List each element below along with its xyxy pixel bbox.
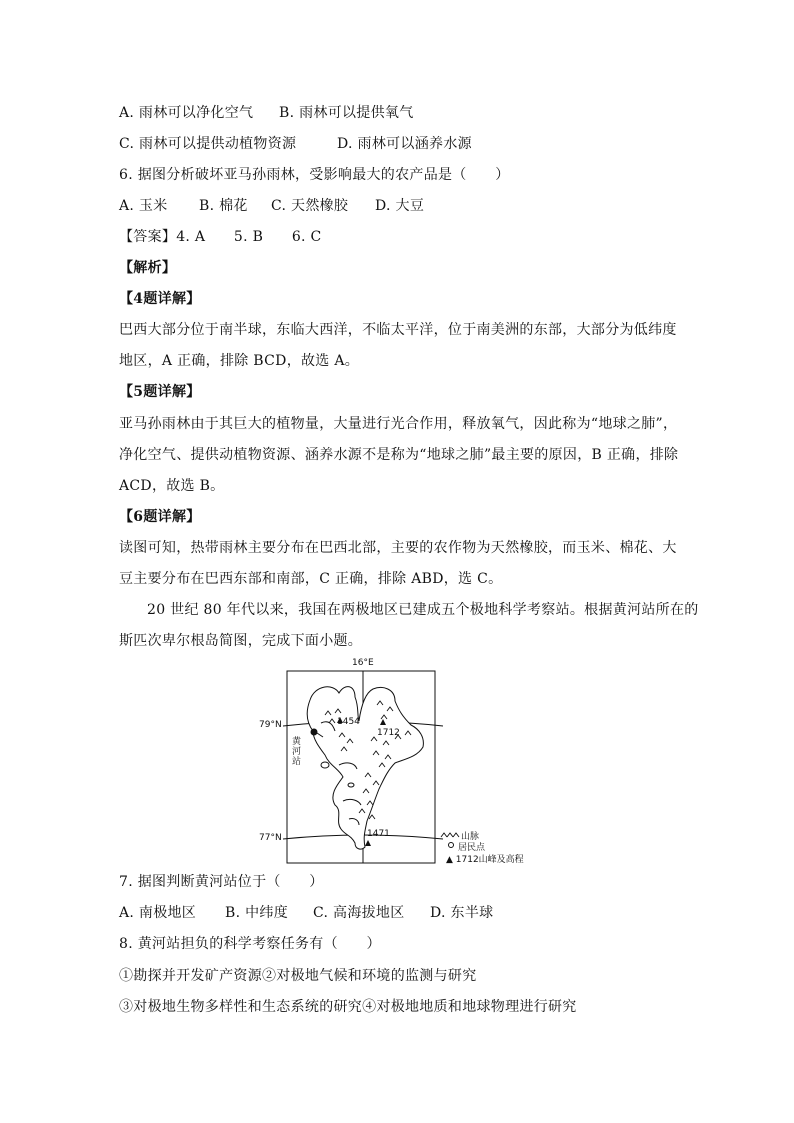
q7-stem: 7. 据图判断黄河站位于（ ）	[119, 874, 324, 890]
latitude-79-label: 79°N	[259, 720, 282, 730]
q8-item-2: ③对极地生物多样性和生态系统的研究④对极地地质和地球物理进行研究	[119, 999, 577, 1015]
station-marker	[311, 729, 318, 736]
q5-option-d: D. 雨林可以涵养水源	[337, 136, 472, 152]
legend-settlement-label: 居民点	[458, 843, 486, 853]
q5-detail-text-1: 亚马孙雨林由于其巨大的植物量，大量进行光合作用，释放氧气，因此称为“地球之肺”，	[119, 416, 678, 432]
latitude-77-label: 77°N	[259, 833, 282, 843]
q6-option-b: B. 棉花	[199, 198, 248, 214]
longitude-label: 16°E	[352, 658, 374, 668]
q5-options-row-1	[119, 103, 414, 123]
legend-mountain-label: 山脉	[461, 832, 480, 842]
spitsbergen-map	[255, 655, 545, 870]
q6-stem: 6. 据图分析破坏亚马孙雨林，受影响最大的农产品是（ ）	[119, 167, 510, 183]
q5-options-row-2	[119, 134, 472, 154]
q7-option-b: B. 中纬度	[225, 905, 288, 921]
answer-line: 【答案】4. A 5. B 6. C	[119, 229, 322, 245]
q4-detail-heading: 【4题详解】	[119, 291, 201, 307]
q4-detail-text-1: 巴西大部分位于南半球，东临大西洋，不临太平洋，位于南美洲的东部，大部分为低纬度	[119, 322, 677, 338]
q5-option-b: B. 雨林可以提供氧气	[279, 105, 414, 121]
legend-settlement-symbol	[449, 843, 454, 848]
q7-option-a: A. 南极地区	[119, 905, 197, 921]
q7-option-c: C. 高海拔地区	[313, 905, 405, 921]
q7-options	[119, 903, 493, 923]
q5-option-c: C. 雨林可以提供动植物资源	[119, 136, 297, 152]
q8-item-1: ①勘探并开发矿产资源②对极地气候和环境的监测与研究	[119, 968, 477, 984]
intro-text-2: 斯匹次卑尔根岛简图，完成下面小题。	[119, 633, 363, 649]
peak-1712-label: 1712	[377, 728, 400, 738]
q8-stem: 8. 黄河站担负的科学考察任务有（ ）	[119, 936, 381, 952]
legend-mountain-symbol	[441, 833, 459, 837]
q6-detail-text-2: 豆主要分布在巴西东部和南部，C 正确，排除 ABD，选 C。	[119, 571, 503, 587]
q5-detail-text-2: 净化空气、提供动植物资源、涵养水源不是称为“地球之肺”最主要的原因，B 正确，排除	[119, 447, 679, 463]
q5-detail-text-3: ACD，故选 B。	[119, 478, 225, 494]
q6-detail-heading: 【6题详解】	[119, 509, 201, 525]
station-label: 黄河站	[292, 737, 302, 767]
intro-text-1: 20 世纪 80 年代以来，我国在两极地区已建成五个极地科学考察站。根据黄河站所在的	[147, 602, 699, 618]
analysis-heading: 【解析】	[119, 260, 177, 276]
peak-1454-label: 1454	[337, 717, 360, 727]
q6-detail-text-1: 读图可知，热带雨林主要分布在巴西北部，主要的农作物为天然橡胶，而玉米、棉花、大	[119, 540, 677, 556]
q7-option-d: D. 东半球	[430, 905, 494, 921]
legend-peak-label: ▲ 1712山峰及高程	[446, 855, 524, 865]
peak-1471-marker	[365, 840, 371, 846]
q5-option-a: A. 雨林可以净化空气	[119, 105, 254, 121]
q6-options	[119, 196, 424, 216]
q6-option-d: D. 大豆	[375, 198, 425, 214]
q4-detail-text-2: 地区，A 正确，排除 BCD，故选 A。	[119, 353, 360, 369]
q6-option-c: C. 天然橡胶	[271, 198, 349, 214]
q5-detail-heading: 【5题详解】	[119, 384, 201, 400]
q6-option-a: A. 玉米	[119, 198, 168, 214]
peak-1471-label: 1471	[367, 829, 390, 839]
